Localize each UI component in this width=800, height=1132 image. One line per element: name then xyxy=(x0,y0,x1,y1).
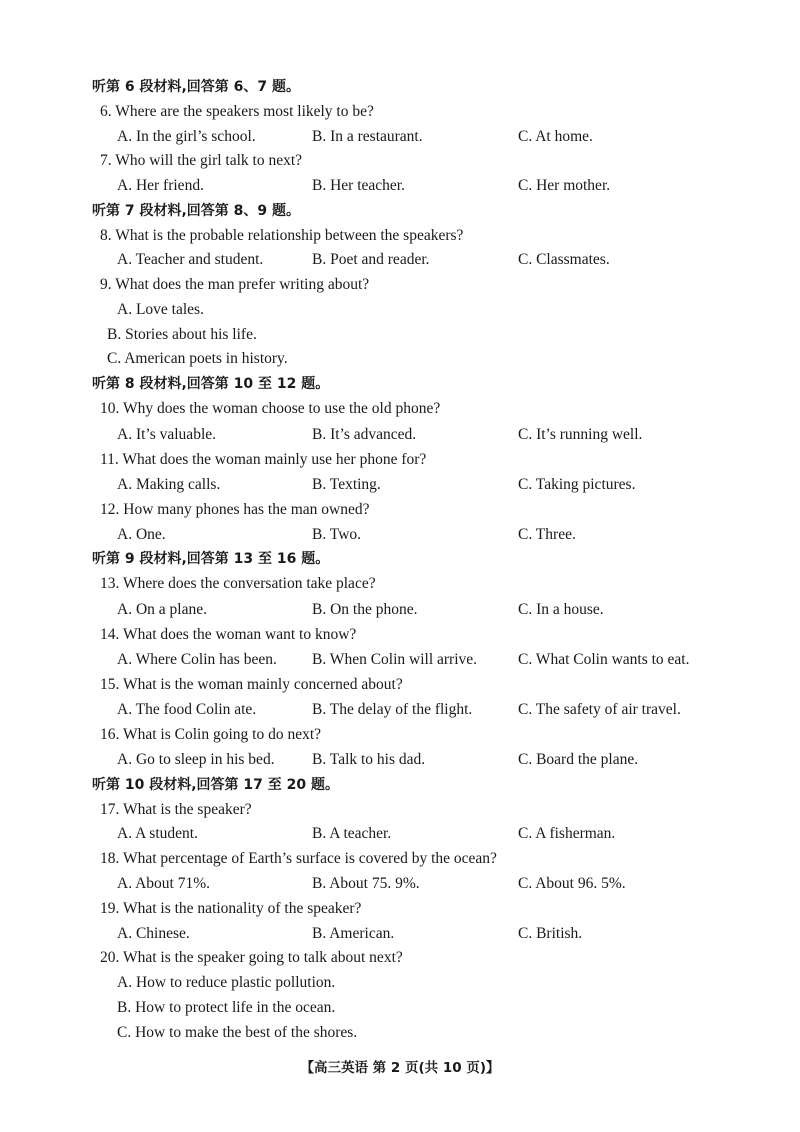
option-a: A. Love tales. xyxy=(117,301,204,318)
option-b: B. How to protect life in the ocean. xyxy=(117,999,336,1016)
option-b: B. Her teacher. xyxy=(312,177,405,194)
option-a: A. About 71%. xyxy=(117,875,210,892)
option-c: C. It’s running well. xyxy=(518,426,643,443)
section-heading: 听第 9 段材料,回答第 13 至 16 题。 xyxy=(92,551,330,567)
option-c: C. How to make the best of the shores. xyxy=(117,1024,358,1041)
option-b: B. Poet and reader. xyxy=(312,251,430,268)
option-a: A. Her friend. xyxy=(117,177,204,194)
option-c: C. British. xyxy=(518,925,583,942)
option-c: C. Three. xyxy=(518,526,576,543)
option-a: A. A student. xyxy=(117,825,198,842)
option-b: B. About 75. 9%. xyxy=(312,875,420,892)
option-a: A. How to reduce plastic pollution. xyxy=(117,974,336,991)
question-15: 15. What is the woman mainly concerned about? xyxy=(100,676,403,693)
option-a: A. In the girl’s school. xyxy=(117,128,256,145)
option-c: C. About 96. 5%. xyxy=(518,875,626,892)
option-c: C. Taking pictures. xyxy=(518,476,636,493)
option-a: A. On a plane. xyxy=(117,601,207,618)
option-c: C. Classmates. xyxy=(518,251,610,268)
option-c: C. What Colin wants to eat. xyxy=(518,651,690,668)
page-footer: 【高三英语 第 2 页(共 10 页)】 xyxy=(300,1060,500,1076)
question-7: 7. Who will the girl talk to next? xyxy=(100,152,303,169)
option-b: B. A teacher. xyxy=(312,825,392,842)
option-b: B. Stories about his life. xyxy=(107,326,257,343)
option-a: A. Teacher and student. xyxy=(117,251,264,268)
question-12: 12. How many phones has the man owned? xyxy=(100,501,370,518)
question-16: 16. What is Colin going to do next? xyxy=(100,726,322,743)
section-heading: 听第 7 段材料,回答第 8、9 题。 xyxy=(92,203,301,219)
option-a: A. Where Colin has been. xyxy=(117,651,277,668)
question-11: 11. What does the woman mainly use her phone for? xyxy=(100,451,427,468)
option-a: A. Making calls. xyxy=(117,476,221,493)
option-b: B. Texting. xyxy=(312,476,381,493)
question-18: 18. What percentage of Earth’s surface is covered by the ocean? xyxy=(100,850,497,867)
option-b: B. American. xyxy=(312,925,395,942)
option-b: B. On the phone. xyxy=(312,601,418,618)
question-17: 17. What is the speaker? xyxy=(100,801,252,818)
option-c: C. A fisherman. xyxy=(518,825,616,842)
question-14: 14. What does the woman want to know? xyxy=(100,626,357,643)
option-a: A. The food Colin ate. xyxy=(117,701,257,718)
question-8: 8. What is the probable relationship between the speakers? xyxy=(100,227,464,244)
option-c: C. American poets in history. xyxy=(107,350,288,367)
option-b: B. When Colin will arrive. xyxy=(312,651,478,668)
option-b: B. Two. xyxy=(312,526,362,543)
option-c: C. At home. xyxy=(518,128,593,145)
option-b: B. It’s advanced. xyxy=(312,426,417,443)
question-20: 20. What is the speaker going to talk about next? xyxy=(100,949,403,966)
option-a: A. One. xyxy=(117,526,166,543)
question-9: 9. What does the man prefer writing about? xyxy=(100,276,370,293)
option-a: A. Go to sleep in his bed. xyxy=(117,751,275,768)
option-b: B. The delay of the flight. xyxy=(312,701,473,718)
section-heading: 听第 6 段材料,回答第 6、7 题。 xyxy=(92,79,301,95)
option-b: B. Talk to his dad. xyxy=(312,751,426,768)
section-heading: 听第 8 段材料,回答第 10 至 12 题。 xyxy=(92,376,330,392)
option-b: B. In a restaurant. xyxy=(312,128,423,145)
question-10: 10. Why does the woman choose to use the old phone? xyxy=(100,400,441,417)
option-a: A. It’s valuable. xyxy=(117,426,217,443)
question-19: 19. What is the nationality of the speaker? xyxy=(100,900,362,917)
option-a: A. Chinese. xyxy=(117,925,190,942)
option-c: C. Her mother. xyxy=(518,177,611,194)
option-c: C. Board the plane. xyxy=(518,751,639,768)
question-13: 13. Where does the conversation take place? xyxy=(100,575,376,592)
option-c: C. In a house. xyxy=(518,601,604,618)
section-heading: 听第 10 段材料,回答第 17 至 20 题。 xyxy=(92,777,340,793)
option-c: C. The safety of air travel. xyxy=(518,701,681,718)
question-6: 6. Where are the speakers most likely to be? xyxy=(100,103,374,120)
